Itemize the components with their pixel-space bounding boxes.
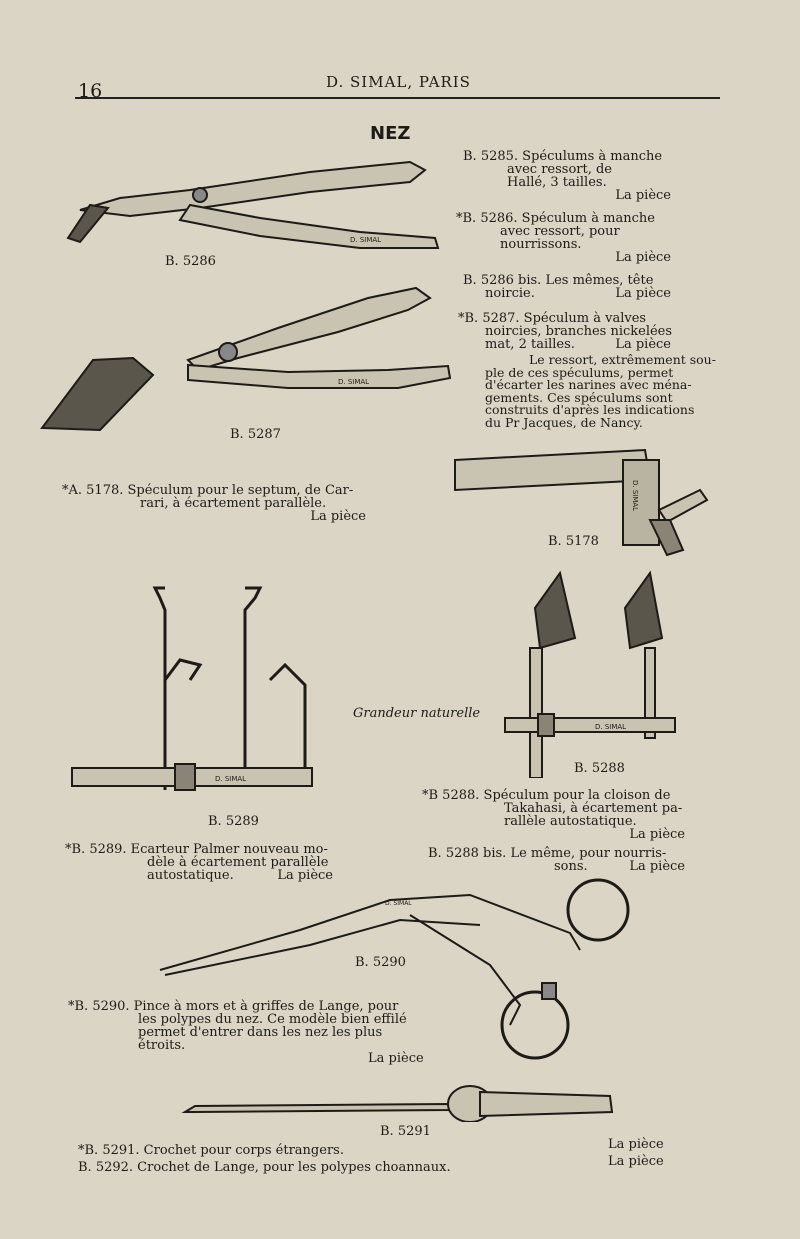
entry-line: *B 5288. Spéculum pour la cloison de (422, 788, 671, 803)
note-paragraph (485, 354, 755, 429)
entry-line: rari, à écartement parallèle. (140, 496, 327, 511)
caption-5288: B. 5288 (574, 761, 625, 776)
entry-line: les polypes du nez. Ce modèle bien effilé (138, 1012, 407, 1027)
price-5291: La pièce (608, 1137, 664, 1152)
entry-line: noircie. (485, 286, 535, 301)
entry-line: étroits. (138, 1038, 186, 1053)
note-line: Le ressort, extrêmement sou- (529, 352, 716, 367)
entry-5291: *B. 5291. Crochet pour corps étrangers. (78, 1143, 344, 1158)
price-label: La pièce (310, 509, 366, 524)
caption-5287: B. 5287 (230, 427, 281, 442)
instrument-stamp: D. SIMAL (595, 723, 627, 731)
instrument-stamp: D. SIMAL (350, 236, 382, 244)
entry-line: *A. 5178. Spéculum pour le septum, de Car- (62, 483, 354, 498)
hook-5291-illustration (180, 1082, 620, 1122)
price-label: La pièce (615, 250, 671, 265)
instrument-stamp: D. SIMAL (385, 900, 412, 907)
entry-5292: B. 5292. Crochet de Lange, pour les polypes choannaux. (78, 1160, 451, 1175)
speculum-5287-illustration (38, 280, 458, 440)
entry-5285 (463, 150, 671, 202)
price-label: La pièce (277, 868, 333, 883)
entry-5286bis (463, 274, 671, 300)
entry-line: B. 5285. Spéculums à manche (463, 149, 663, 164)
instrument-stamp: D. SIMAL (631, 480, 639, 512)
retractor-5289-illustration (70, 580, 320, 820)
entry-line: mat, 2 tailles. (485, 337, 575, 352)
entry-line: *B. 5287. Spéculum à valves (458, 311, 647, 326)
entry-5288 (422, 789, 685, 841)
entry-line: noircies, branches nickelées (485, 324, 673, 339)
entry-line: permet d'entrer dans les nez les plus (138, 1025, 383, 1040)
entry-line: Takahasi, à écartement pa- (504, 801, 683, 816)
entry-line: *B. 5290. Pince à mors et à griffes de Lange, pour (68, 999, 399, 1014)
entry-line: dèle à écartement parallèle (147, 855, 329, 870)
entry-line: B. 5288 bis. Le même, pour nourris- (428, 846, 667, 861)
price-label: La pièce (615, 286, 671, 301)
speculum-5288-illustration (500, 568, 680, 778)
price-label: La pièce (615, 188, 671, 203)
header-rule (75, 97, 720, 99)
entry-5178 (62, 484, 366, 523)
entry-line: nourrissons. (500, 237, 582, 252)
entry-line: B. 5286 bis. Les mêmes, tête (463, 273, 654, 288)
caption-5291: B. 5291 (380, 1124, 431, 1139)
entry-line: sons. (554, 859, 588, 874)
note-line: ple de ces spéculums, permet (485, 364, 674, 380)
caption-5289: B. 5289 (208, 814, 259, 829)
scale-note: Grandeur naturelle (353, 706, 481, 721)
entry-line: *B. 5289. Ecarteur Palmer nouveau mo- (65, 842, 328, 857)
entry-5288bis (428, 847, 685, 873)
section-title: NEZ (370, 123, 411, 144)
running-head: D. SIMAL, PARIS (326, 73, 471, 91)
note-line: d'écarter les narines avec ména- (485, 377, 692, 392)
caption-5178: B. 5178 (548, 534, 599, 549)
page-number: 16 (78, 80, 103, 102)
instrument-stamp: D. SIMAL (338, 378, 370, 386)
entry-line: avec ressort, pour (500, 224, 620, 239)
note-line: du Pr Jacques, de Nancy. (485, 414, 643, 430)
entry-line: *B. 5286. Spéculum à manche (456, 211, 655, 226)
price-label: La pièce (368, 1051, 424, 1066)
note-line: gements. Ces spéculums sont (485, 389, 673, 405)
entry-line: rallèle autostatique. (504, 814, 637, 829)
entry-5286 (456, 212, 671, 264)
entry-line: autostatique. (147, 868, 234, 883)
entry-5287 (458, 312, 671, 351)
entry-line: Hallé, 3 tailles. (507, 175, 607, 190)
caption-5286: B. 5286 (165, 254, 216, 269)
price-5292: La pièce (608, 1154, 664, 1169)
entry-line: avec ressort, de (507, 162, 612, 177)
speculum-5286-illustration (60, 150, 445, 260)
instrument-stamp: D. SIMAL (215, 775, 247, 783)
price-label: La pièce (629, 827, 685, 842)
price-label: La pièce (615, 337, 671, 352)
note-line: construits d'après les indications (485, 402, 695, 417)
entry-5290 (68, 1000, 428, 1065)
caption-5290: B. 5290 (355, 955, 406, 970)
price-label: La pièce (629, 859, 685, 874)
